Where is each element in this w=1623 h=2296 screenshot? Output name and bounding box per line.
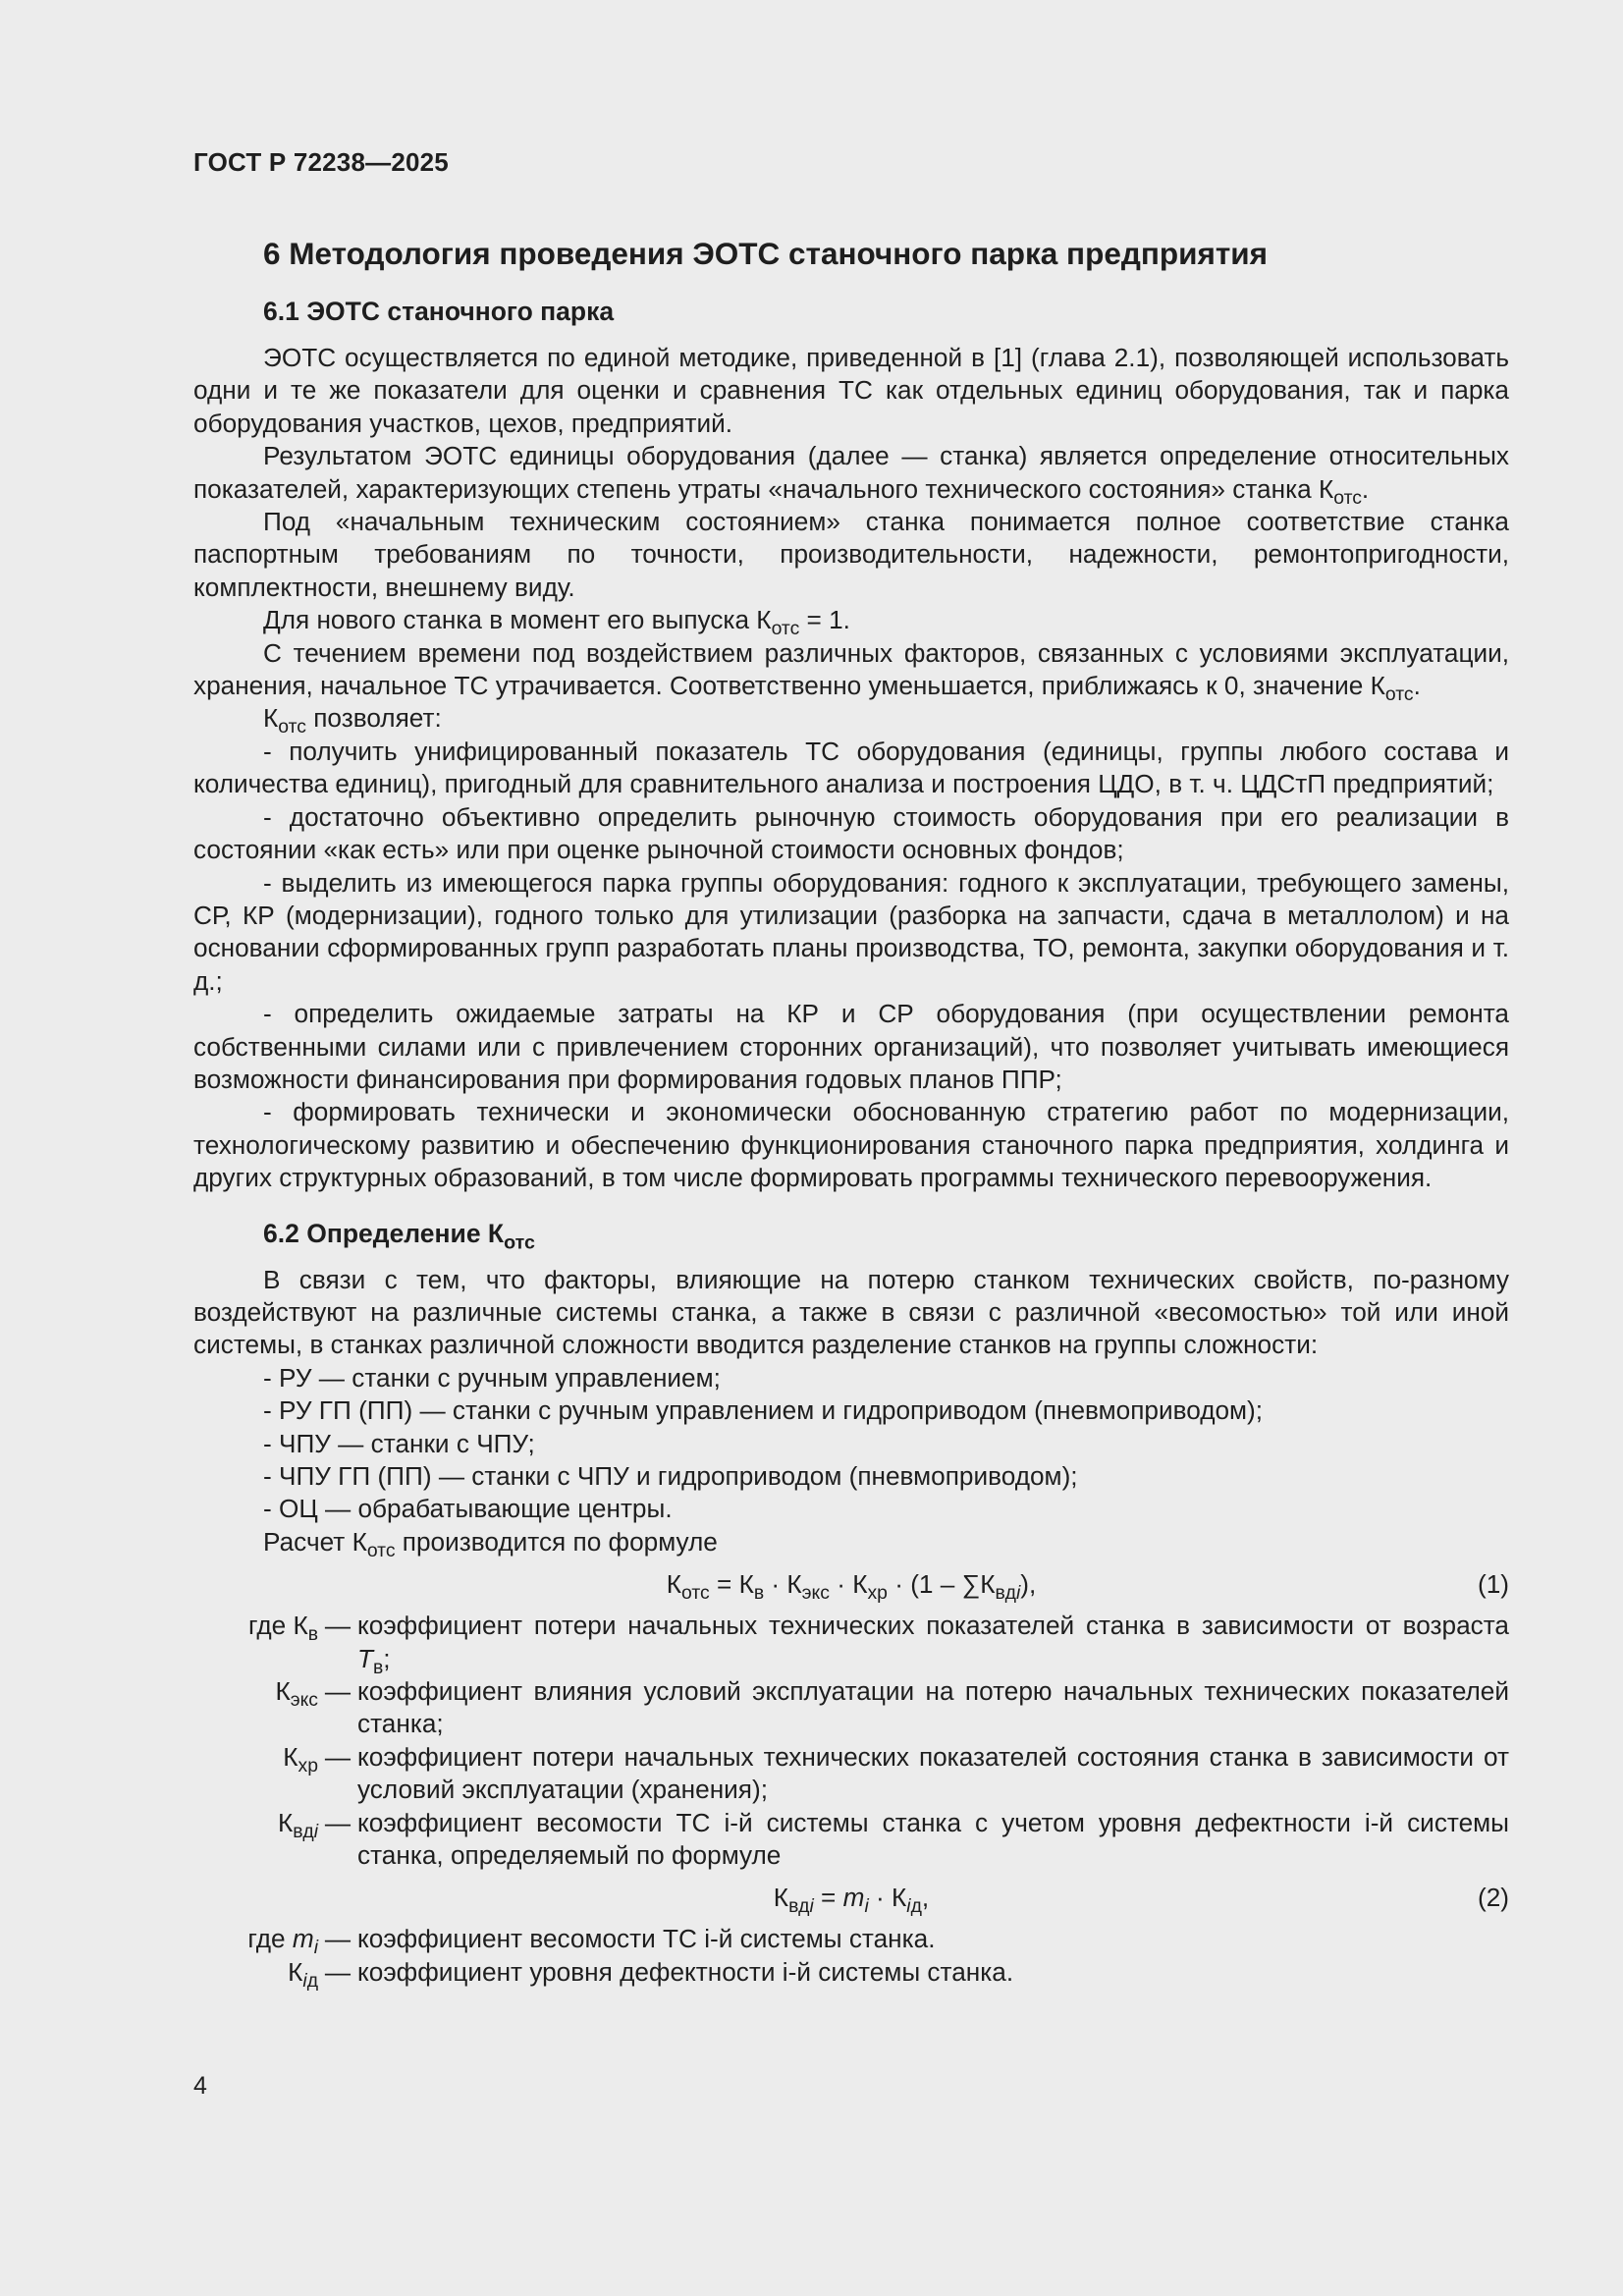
subsection-6-2-title: 6.2 Определение $К_{отс}$ xyxy=(263,1218,535,1253)
legend-symbol: где $m_i$ xyxy=(247,1924,318,1959)
list-item: - формировать технически и экономически обоснованную стратегию работ по модернизации, технологическому развитию и обеспечению функционирования станочного парка предприятия, холдинга и других структурных образований, в том числе формировать программы технического перевооружения. xyxy=(193,1097,1509,1193)
list-item: - РУ — станки с ручным управлением; xyxy=(263,1362,721,1393)
legend-description: коэффициент потери начальных технических показателей станка в зависимости от возраста $T_в$; xyxy=(357,1611,1509,1678)
formula-1-legend: где $К_в$ — коэффициент потери начальных технических показателей станка в зависимости от возраста $T_в$; $К_{экс}$ — коэффициент влияния условий эксплуатации на потерю начальных технических показателей станка; $К_{хр}$ — коэффициент потери начальных технических показателей состояния станка в зависимости от условий эксплуатации (хранения); $К_{вдi}$ — коэффициент весомости ТС i-й системы станка с учетом уровня дефектности i-й системы станка, определяемый по формуле xyxy=(193,1610,1509,1872)
legend-symbol: $К_{iд}$ xyxy=(288,1956,318,1993)
legend-description: коэффициент потери начальных технических показателей состояния станка в зависимости от условий эксплуатации (хранения); xyxy=(357,1741,1509,1805)
legend-symbol: $К_{хр}$ xyxy=(283,1741,318,1777)
document-body xyxy=(193,234,1509,1993)
list-item: - определить ожидаемые затраты на КР и СР оборудования (при осуществлении ремонта собственными силами или с привлечением сторонних организаций), что позволяет учитывать имеющиеся возможности финансирования при формирования годовых планов ППР; xyxy=(193,999,1509,1094)
paragraph: Под «начальным техническим состоянием» станка понимается полное соответствие станка паспортным требованиям по точности, производительности, надежности, ремонтопригодности, комплектности, внешнему виду. xyxy=(193,507,1509,602)
formula-1-expression: $К_{отс} = К_в \cdot К_{экс} \cdot К_{хр} \cdot (1 - \sum К_{вдi})$, xyxy=(666,1569,1037,1605)
formula-2-legend: где $m_i$ — коэффициент весомости ТС i-й системы станка. $К_{iд}$ — коэффициент уровня дефектности i-й системы станка. xyxy=(193,1923,1509,1989)
legend-description: коэффициент весомости ТС i-й системы станка с учетом уровня дефектности i-й системы станка, определяемый по формуле xyxy=(357,1807,1509,1871)
list-item: - ЧПУ — станки с ЧПУ; xyxy=(263,1428,535,1458)
document-header: ГОСТ Р 72238—2025 xyxy=(193,147,449,177)
paragraph: В связи с тем, что факторы, влияющие на потерю станком технических свойств, по-разному воздействуют на различные системы станка, а также в связи с различной «весомостью» той или иной системы, в станках различной сложности вводится разделение станков на группы сложности: xyxy=(193,1264,1509,1360)
formula-1-number: (1) xyxy=(1477,1569,1509,1600)
paragraph: $К_{отс}$ позволяет: xyxy=(263,703,442,738)
legend-symbol: где $К_в$ xyxy=(247,1611,318,1646)
list-item: - достаточно объективно определить рыночную стоимость оборудования при его реализации в состоянии «как есть» или при оценке рыночной стоимости основных фондов; xyxy=(193,801,1509,865)
paragraph: Для нового станка в момент его выпуска $К_{отс} = 1$. xyxy=(263,605,850,640)
formula-2-number: (2) xyxy=(1477,1883,1509,1913)
paragraph: Расчет $К_{отс}$ производится по формуле xyxy=(263,1526,718,1562)
list-item: - получить унифицированный показатель ТС оборудования (единицы, группы любого состава и количества единиц), пригодный для сравнительного анализа и построения ЦДО, в т. ч. ЦДСтП предприятий; xyxy=(193,736,1509,799)
paragraph: ЭОТС осуществляется по единой методике, приведенной в [1] (глава 2.1), позволяющей использовать одни и те же показатели для оценки и сравнения ТС как отдельных единиц оборудования, так и парка оборудования участков, цехов, предприятий. xyxy=(193,343,1509,438)
formula-2-expression: $К_{вдi} = m_i \cdot К_{iд}$, xyxy=(773,1883,930,1918)
subsection-6-1-title: 6.1 ЭОТС станочного парка xyxy=(263,297,615,326)
formula-2 xyxy=(193,1880,1509,1918)
list-item: - ОЦ — обрабатывающие центры. xyxy=(263,1494,673,1524)
legend-symbol: $К_{вдi}$ xyxy=(278,1807,318,1842)
list-item: - РУ ГП (ПП) — станки с ручным управлением и гидроприводом (пневмоприводом); xyxy=(263,1395,1264,1426)
legend-symbol: $К_{экс}$ xyxy=(275,1676,318,1712)
paragraph: Результатом ЭОТС единицы оборудования (далее — станка) является определение относительных показателей, характеризующих степень утраты «начального технического состояния» станка $К_{отс}$. xyxy=(193,441,1509,509)
legend-description: коэффициент уровня дефектности i-й системы станка. xyxy=(357,1956,1014,1987)
formula-1 xyxy=(193,1566,1509,1605)
legend-description: коэффициент весомости ТС i-й системы станка. xyxy=(357,1924,936,1954)
list-item: - выделить из имеющегося парка группы оборудования: годного к эксплуатации, требующего замены, СР, КР (модернизации), годного только для утилизации (разборка на запчасти, сдача в металлолом) и на основании сформированных групп разработать планы производства, ТО, ремонта, закупки оборудования и т. д.; xyxy=(193,867,1509,996)
page-number: 4 xyxy=(193,2072,207,2100)
paragraph: С течением времени под воздействием различных факторов, связанных с условиями эксплуатации, хранения, начальное ТС утрачивается. Соответственно уменьшается, приближаясь к 0, значение $К_{отс}$. xyxy=(193,637,1509,706)
list-item: - ЧПУ ГП (ПП) — станки с ЧПУ и гидроприводом (пневмоприводом); xyxy=(263,1461,1078,1491)
section-6-title: 6 Методология проведения ЭОТС станочного парка предприятия xyxy=(263,236,1269,271)
legend-description: коэффициент влияния условий эксплуатации на потерю начальных технических показателей станка; xyxy=(357,1676,1509,1739)
